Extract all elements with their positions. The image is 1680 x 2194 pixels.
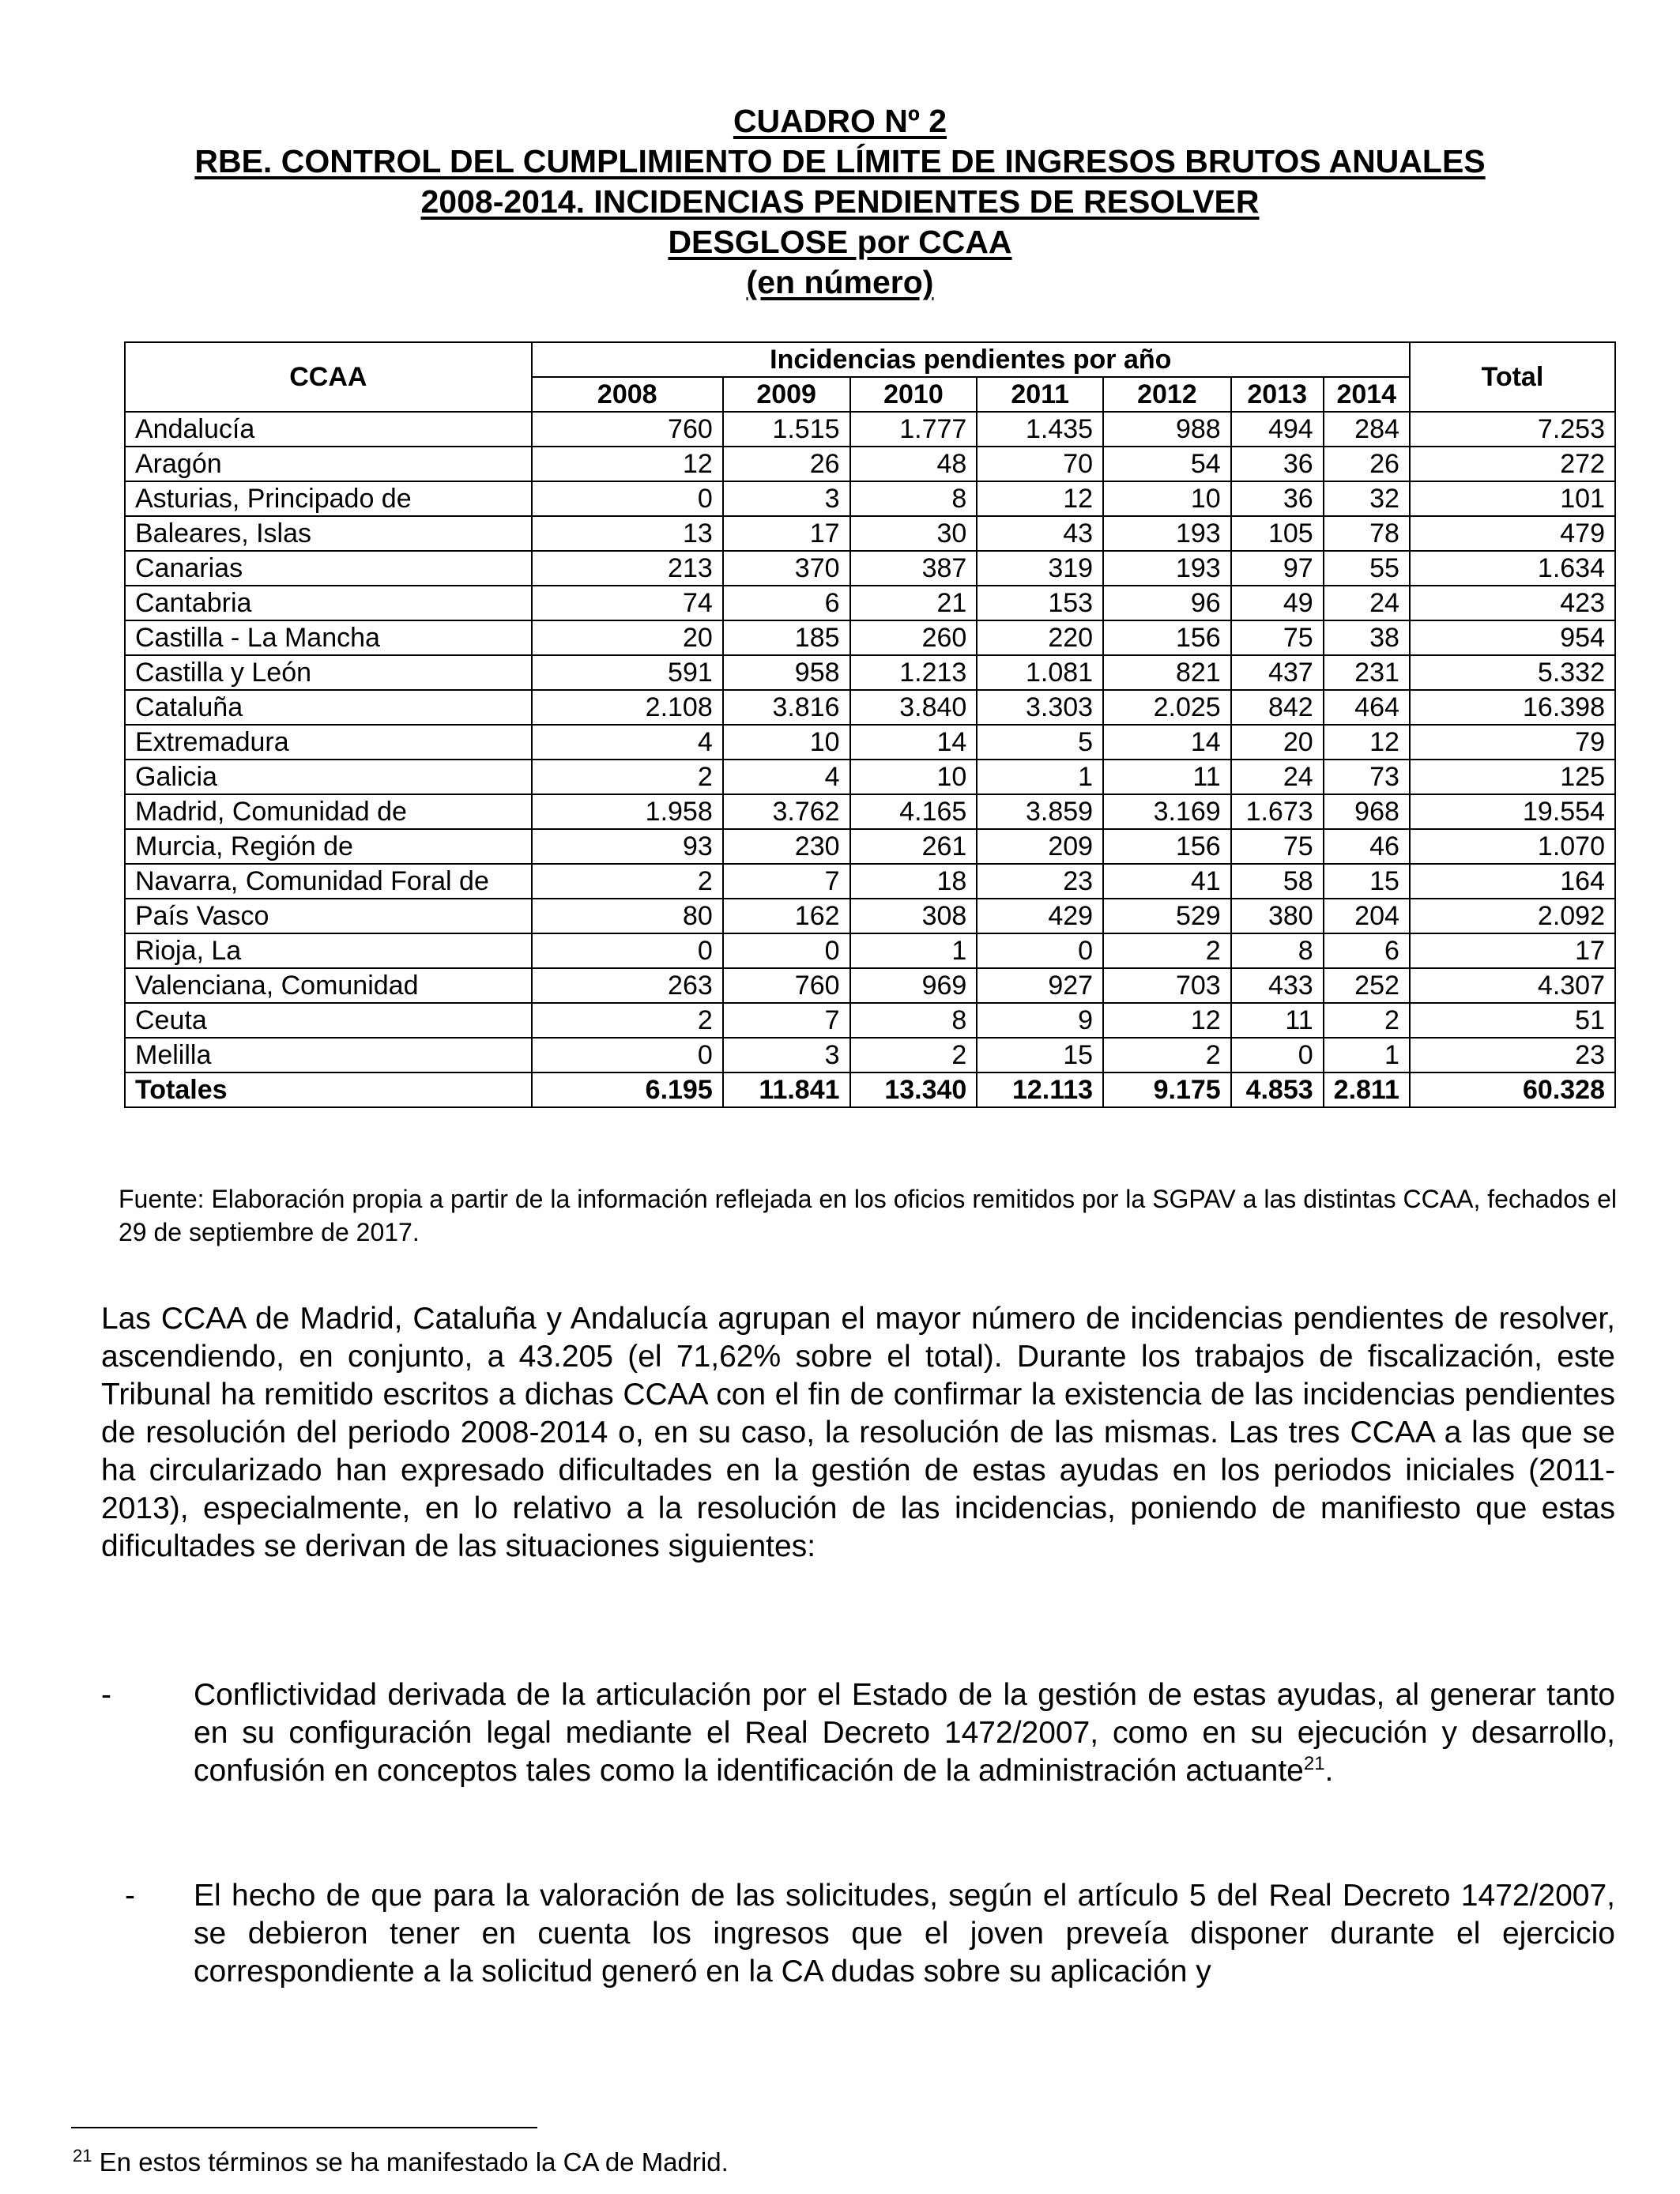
year-value-cell: 12	[977, 481, 1103, 516]
year-value-cell: 1.958	[532, 794, 723, 829]
row-total-cell: 1.070	[1410, 829, 1615, 864]
ccaa-name: Asturias, Principado de	[125, 481, 532, 516]
year-value-cell: 1.435	[977, 412, 1103, 447]
year-value-cell: 0	[532, 1038, 723, 1072]
year-value-cell: 10	[850, 760, 977, 794]
year-value-cell: 193	[1103, 516, 1231, 551]
year-value-cell: 43	[977, 516, 1103, 551]
document-title	[0, 101, 1680, 303]
year-value-cell: 1.081	[977, 655, 1103, 690]
year-value-cell: 6	[723, 586, 850, 620]
ccaa-name: Galicia	[125, 760, 532, 794]
year-value-cell: 73	[1324, 760, 1410, 794]
year-value-cell: 464	[1324, 690, 1410, 725]
table-row	[125, 725, 1615, 760]
year-value-cell: 0	[532, 933, 723, 968]
table-row	[125, 1003, 1615, 1038]
row-total-cell: 51	[1410, 1003, 1615, 1038]
year-value-cell: 55	[1324, 551, 1410, 586]
year-value-cell: 7	[723, 1003, 850, 1038]
year-value-cell: 15	[977, 1038, 1103, 1072]
year-value-cell: 21	[850, 586, 977, 620]
year-value-cell: 284	[1324, 412, 1410, 447]
year-value-cell: 105	[1231, 516, 1324, 551]
year-value-cell: 12	[532, 447, 723, 481]
year-value-cell: 46	[1324, 829, 1410, 864]
title-line-5: (en número)	[746, 264, 934, 300]
year-value-cell: 14	[1103, 725, 1231, 760]
year-value-cell: 162	[723, 899, 850, 933]
table-row	[125, 899, 1615, 933]
row-total-cell: 423	[1410, 586, 1615, 620]
year-value-cell: 3	[723, 1038, 850, 1072]
year-value-cell: 32	[1324, 481, 1410, 516]
year-value-cell: 380	[1231, 899, 1324, 933]
year-value-cell: 49	[1231, 586, 1324, 620]
table-row	[125, 551, 1615, 586]
year-value-cell: 5	[977, 725, 1103, 760]
header-year: 2008	[532, 377, 723, 412]
year-value-cell: 11	[1231, 1003, 1324, 1038]
row-total-cell: 479	[1410, 516, 1615, 551]
row-total-cell: 16.398	[1410, 690, 1615, 725]
year-value-cell: 1.777	[850, 412, 977, 447]
year-value-cell: 494	[1231, 412, 1324, 447]
bullet-dash: -	[125, 1879, 135, 1913]
year-value-cell: 437	[1231, 655, 1324, 690]
year-value-cell: 2	[1103, 933, 1231, 968]
footnote-divider	[71, 2127, 537, 2128]
year-value-cell: 26	[723, 447, 850, 481]
year-value-cell: 75	[1231, 620, 1324, 655]
year-value-cell: 3.859	[977, 794, 1103, 829]
year-value-cell: 969	[850, 968, 977, 1003]
year-value-cell: 3.816	[723, 690, 850, 725]
header-year: 2013	[1231, 377, 1324, 412]
year-value-cell: 760	[532, 412, 723, 447]
year-value-cell: 0	[1231, 1038, 1324, 1072]
row-total-cell: 7.253	[1410, 412, 1615, 447]
year-value-cell: 2	[532, 760, 723, 794]
year-value-cell: 23	[977, 864, 1103, 899]
year-value-cell: 213	[532, 551, 723, 586]
year-value-cell: 4	[723, 760, 850, 794]
year-value-cell: 260	[850, 620, 977, 655]
year-value-cell: 958	[723, 655, 850, 690]
totals-label: Totales	[125, 1072, 532, 1107]
year-value-cell: 6.195	[532, 1072, 723, 1107]
year-value-cell: 988	[1103, 412, 1231, 447]
table-row	[125, 655, 1615, 690]
year-value-cell: 1	[1324, 1038, 1410, 1072]
year-value-cell: 156	[1103, 829, 1231, 864]
header-year: 2010	[850, 377, 977, 412]
ccaa-name: Rioja, La	[125, 933, 532, 968]
year-value-cell: 2.025	[1103, 690, 1231, 725]
year-value-cell: 24	[1231, 760, 1324, 794]
ccaa-name: Cataluña	[125, 690, 532, 725]
year-value-cell: 14	[850, 725, 977, 760]
footnote-text: En estos términos se ha manifestado la CA de Madrid.	[99, 2147, 729, 2177]
row-total-cell: 954	[1410, 620, 1615, 655]
year-value-cell: 15	[1324, 864, 1410, 899]
year-value-cell: 319	[977, 551, 1103, 586]
year-value-cell: 8	[850, 1003, 977, 1038]
year-value-cell: 263	[532, 968, 723, 1003]
footnote	[73, 2147, 729, 2178]
bullet-text-body: Conflictividad derivada de la articulación por el Estado de la gestión de estas ayudas, al generar tanto en su configuración legal mediante el Real Decreto 1472/2007, como en su ejecución y desarrollo, confusión en conceptos tales como la identificación de la administración actuante	[194, 1678, 1615, 1788]
year-value-cell: 760	[723, 968, 850, 1003]
year-value-cell: 38	[1324, 620, 1410, 655]
year-value-cell: 70	[977, 447, 1103, 481]
year-value-cell: 968	[1324, 794, 1410, 829]
row-total-cell: 5.332	[1410, 655, 1615, 690]
year-value-cell: 591	[532, 655, 723, 690]
year-value-cell: 10	[1103, 481, 1231, 516]
year-value-cell: 1.673	[1231, 794, 1324, 829]
year-value-cell: 252	[1324, 968, 1410, 1003]
year-value-cell: 75	[1231, 829, 1324, 864]
table-row	[125, 690, 1615, 725]
ccaa-name: Canarias	[125, 551, 532, 586]
ccaa-name: Navarra, Comunidad Foral de	[125, 864, 532, 899]
year-value-cell: 9.175	[1103, 1072, 1231, 1107]
year-value-cell: 927	[977, 968, 1103, 1003]
ccaa-name: Murcia, Región de	[125, 829, 532, 864]
year-value-cell: 17	[723, 516, 850, 551]
year-value-cell: 231	[1324, 655, 1410, 690]
year-value-cell: 2.108	[532, 690, 723, 725]
table-row	[125, 447, 1615, 481]
row-total-cell: 19.554	[1410, 794, 1615, 829]
table-row	[125, 516, 1615, 551]
year-value-cell: 0	[532, 481, 723, 516]
year-value-cell: 9	[977, 1003, 1103, 1038]
year-value-cell: 433	[1231, 968, 1324, 1003]
ccaa-name: País Vasco	[125, 899, 532, 933]
ccaa-name: Cantabria	[125, 586, 532, 620]
title-line-1: CUADRO Nº 2	[733, 103, 947, 139]
year-value-cell: 12	[1324, 725, 1410, 760]
row-total-cell: 272	[1410, 447, 1615, 481]
year-value-cell: 156	[1103, 620, 1231, 655]
year-value-cell: 2	[850, 1038, 977, 1072]
year-value-cell: 93	[532, 829, 723, 864]
year-value-cell: 54	[1103, 447, 1231, 481]
ccaa-name: Madrid, Comunidad de	[125, 794, 532, 829]
row-total-cell: 79	[1410, 725, 1615, 760]
year-value-cell: 41	[1103, 864, 1231, 899]
year-value-cell: 12	[1103, 1003, 1231, 1038]
year-value-cell: 0	[723, 933, 850, 968]
year-value-cell: 4.853	[1231, 1072, 1324, 1107]
year-value-cell: 2.811	[1324, 1072, 1410, 1107]
body-paragraph: Las CCAA de Madrid, Cataluña y Andalucía agrupan el mayor número de incidencias pendientes de resolver, ascendiendo, en conjunto, a 43.205 (el 71,62% sobre el total). Durante los trabajos de fiscalización, este Tribunal ha remitido escritos a dichas CCAA con el fin de confirmar la existencia de las incidencias pendientes de resolución del periodo 2008-2014 o, en su caso, la resolución de las mismas. Las tres CCAA a las que se ha circularizado han expresado dificultades en la gestión de estas ayudas en los periodos iniciales (2011-2013), especialmente, en lo relativo a la resolución de las incidencias, poniendo de manifiesto que estas dificultades se derivan de las situaciones siguientes:	[101, 1302, 1615, 1563]
bullet-dash: -	[101, 1678, 111, 1712]
year-value-cell: 842	[1231, 690, 1324, 725]
year-value-cell: 13	[532, 516, 723, 551]
row-total-cell: 2.092	[1410, 899, 1615, 933]
year-value-cell: 10	[723, 725, 850, 760]
year-value-cell: 821	[1103, 655, 1231, 690]
header-incidencias: Incidencias pendientes por año	[532, 342, 1410, 377]
footnote-number: 21	[73, 2146, 92, 2166]
year-value-cell: 78	[1324, 516, 1410, 551]
table-row	[125, 412, 1615, 447]
year-value-cell: 204	[1324, 899, 1410, 933]
ccaa-name: Castilla y León	[125, 655, 532, 690]
year-value-cell: 193	[1103, 551, 1231, 586]
year-value-cell: 1	[850, 933, 977, 968]
ccaa-name: Castilla - La Mancha	[125, 620, 532, 655]
ccaa-name: Baleares, Islas	[125, 516, 532, 551]
bullet-text	[194, 1676, 1615, 1790]
source-note: Fuente: Elaboración propia a partir de la información reflejada en los oficios remitidos por la SGPAV a las distintas CCAA, fechados el 29 de septiembre de 2017.	[119, 1185, 1617, 1246]
totals-row	[125, 1072, 1615, 1107]
year-value-cell: 2	[1324, 1003, 1410, 1038]
year-value-cell: 2	[532, 864, 723, 899]
table-row	[125, 933, 1615, 968]
year-value-cell: 1	[977, 760, 1103, 794]
row-total-cell: 101	[1410, 481, 1615, 516]
table-row	[125, 1038, 1615, 1072]
year-value-cell: 6	[1324, 933, 1410, 968]
year-value-cell: 4	[532, 725, 723, 760]
year-value-cell: 8	[1231, 933, 1324, 968]
year-value-cell: 97	[1231, 551, 1324, 586]
year-value-cell: 370	[723, 551, 850, 586]
year-value-cell: 209	[977, 829, 1103, 864]
row-total-cell: 125	[1410, 760, 1615, 794]
ccaa-name: Melilla	[125, 1038, 532, 1072]
year-value-cell: 308	[850, 899, 977, 933]
table-body	[125, 412, 1615, 1107]
year-value-cell: 30	[850, 516, 977, 551]
year-value-cell: 11	[1103, 760, 1231, 794]
year-value-cell: 529	[1103, 899, 1231, 933]
year-value-cell: 58	[1231, 864, 1324, 899]
ccaa-name: Extremadura	[125, 725, 532, 760]
header-total: Total	[1410, 342, 1615, 412]
incidencias-table	[124, 341, 1616, 1108]
row-total-cell: 4.307	[1410, 968, 1615, 1003]
year-value-cell: 3.840	[850, 690, 977, 725]
table-row	[125, 760, 1615, 794]
ccaa-name: Ceuta	[125, 1003, 532, 1038]
year-value-cell: 7	[723, 864, 850, 899]
row-total-cell: 60.328	[1410, 1072, 1615, 1107]
year-value-cell: 387	[850, 551, 977, 586]
year-value-cell: 80	[532, 899, 723, 933]
year-value-cell: 230	[723, 829, 850, 864]
header-year: 2011	[977, 377, 1103, 412]
table-row	[125, 481, 1615, 516]
year-value-cell: 703	[1103, 968, 1231, 1003]
ccaa-name: Valenciana, Comunidad	[125, 968, 532, 1003]
year-value-cell: 2	[532, 1003, 723, 1038]
year-value-cell: 2	[1103, 1038, 1231, 1072]
table-row	[125, 794, 1615, 829]
year-value-cell: 36	[1231, 447, 1324, 481]
row-total-cell: 1.634	[1410, 551, 1615, 586]
row-total-cell: 17	[1410, 933, 1615, 968]
ccaa-name: Aragón	[125, 447, 532, 481]
year-value-cell: 261	[850, 829, 977, 864]
year-value-cell: 12.113	[977, 1072, 1103, 1107]
year-value-cell: 18	[850, 864, 977, 899]
year-value-cell: 3.762	[723, 794, 850, 829]
ccaa-name: Andalucía	[125, 412, 532, 447]
year-value-cell: 48	[850, 447, 977, 481]
header-year: 2014	[1324, 377, 1410, 412]
year-value-cell: 20	[1231, 725, 1324, 760]
year-value-cell: 3	[723, 481, 850, 516]
row-total-cell: 164	[1410, 864, 1615, 899]
title-line-3: 2008-2014. INCIDENCIAS PENDIENTES DE RESOLVER	[420, 183, 1260, 220]
year-value-cell: 26	[1324, 447, 1410, 481]
year-value-cell: 220	[977, 620, 1103, 655]
year-value-cell: 11.841	[723, 1072, 850, 1107]
table-row	[125, 620, 1615, 655]
year-value-cell: 4.165	[850, 794, 977, 829]
footnote-reference[interactable]: 21	[1303, 1753, 1325, 1774]
year-value-cell: 8	[850, 481, 977, 516]
title-line-2: RBE. CONTROL DEL CUMPLIMIENTO DE LÍMITE DE INGRESOS BRUTOS ANUALES	[194, 143, 1486, 179]
year-value-cell: 3.169	[1103, 794, 1231, 829]
title-line-4: DESGLOSE por CCAA	[668, 224, 1012, 260]
year-value-cell: 36	[1231, 481, 1324, 516]
year-value-cell: 1.515	[723, 412, 850, 447]
year-value-cell: 3.303	[977, 690, 1103, 725]
header-ccaa: CCAA	[125, 342, 532, 412]
table-row	[125, 829, 1615, 864]
year-value-cell: 429	[977, 899, 1103, 933]
table-row	[125, 968, 1615, 1003]
year-value-cell: 1.213	[850, 655, 977, 690]
header-year: 2012	[1103, 377, 1231, 412]
table-row	[125, 586, 1615, 620]
bullet-text: El hecho de que para la valoración de las solicitudes, según el artículo 5 del Real Decreto 1472/2007, se debieron tener en cuenta los ingresos que el joven preveía disponer durante el ejercicio correspondiente a la solicitud generó en la CA dudas sobre su aplicación y	[194, 1879, 1615, 1989]
year-value-cell: 20	[532, 620, 723, 655]
year-value-cell: 153	[977, 586, 1103, 620]
table-row	[125, 864, 1615, 899]
year-value-cell: 24	[1324, 586, 1410, 620]
year-value-cell: 74	[532, 586, 723, 620]
year-value-cell: 96	[1103, 586, 1231, 620]
row-total-cell: 23	[1410, 1038, 1615, 1072]
year-value-cell: 0	[977, 933, 1103, 968]
year-value-cell: 185	[723, 620, 850, 655]
year-value-cell: 13.340	[850, 1072, 977, 1107]
bullet-text-tail: .	[1324, 1754, 1334, 1788]
header-year: 2009	[723, 377, 850, 412]
